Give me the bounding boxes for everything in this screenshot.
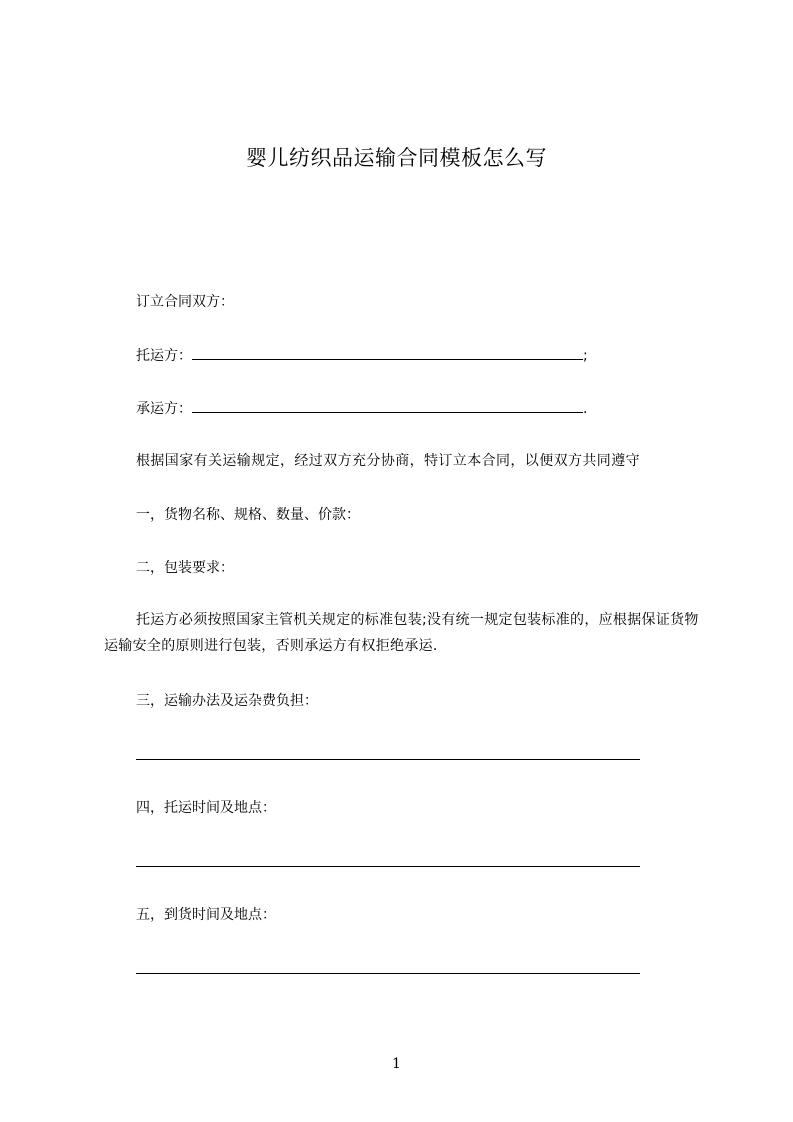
- carrier-label: 承运方：: [136, 401, 192, 417]
- section-2-heading: 二，包装要求：: [136, 560, 234, 576]
- shipper-line: [136, 345, 588, 366]
- shipper-blank[interactable]: [192, 345, 583, 360]
- parties-heading: 订立合同双方：: [136, 294, 234, 310]
- carrier-line: [136, 398, 587, 419]
- section-4-blank[interactable]: [136, 866, 640, 867]
- section-2-body: 托运方必须按照国家主管机关规定的标准包装;没有统一规定包装标准的，应根据保证货物运输安全的原则进行包装，否则承运方有权拒绝承运.: [104, 612, 699, 654]
- section-5-blank[interactable]: [136, 973, 640, 974]
- carrier-blank[interactable]: [192, 398, 583, 413]
- intro-text: 根据国家有关运输规定，经过双方充分协商，特订立本合同，以便双方共同遵守: [136, 453, 640, 469]
- section-1-heading: 一，货物名称、规格、数量、价款：: [136, 507, 360, 523]
- document-title: 婴儿纺织品运输合同模板怎么写: [246, 146, 547, 170]
- section-3-blank[interactable]: [136, 759, 640, 760]
- carrier-end: .: [583, 401, 588, 417]
- section-4-heading: 四，托运时间及地点：: [136, 800, 276, 816]
- page-number: 1: [392, 1056, 401, 1072]
- section-3-heading: 三，运输办法及运杂费负担：: [136, 693, 318, 709]
- shipper-end: ;: [583, 348, 588, 364]
- section-5-heading: 五，到货时间及地点：: [136, 907, 276, 923]
- shipper-label: 托运方：: [136, 348, 192, 364]
